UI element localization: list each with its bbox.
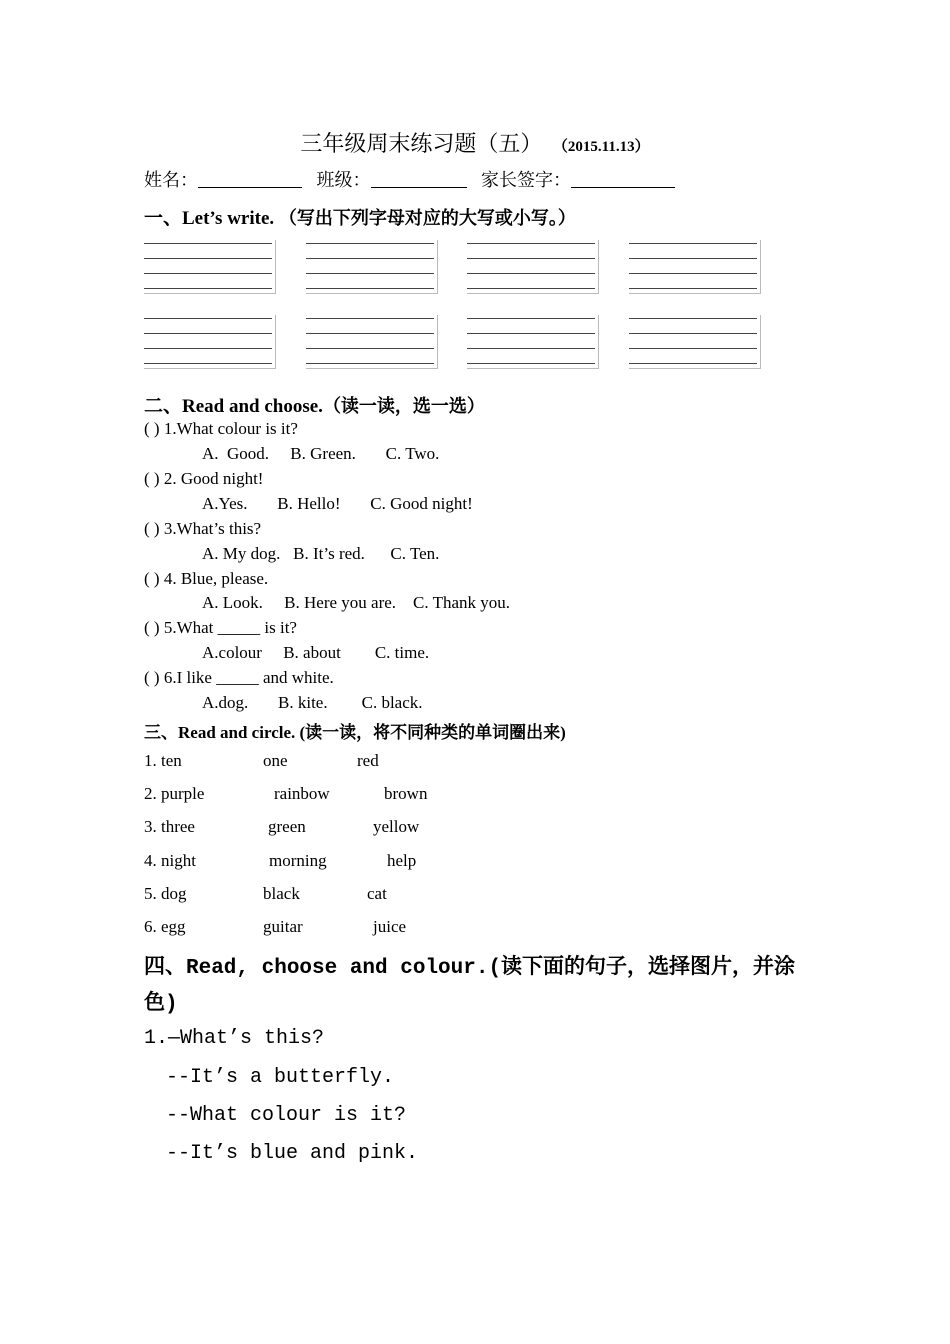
question-options: A.colour B. about C. time. [202,643,430,662]
writing-lines-box[interactable] [306,240,438,294]
word-item[interactable]: yellow [373,817,420,836]
section2-instruction: （读一读，选一选） [322,396,485,416]
question-stem: ( ) 5.What _____ is it? [144,618,297,637]
section1-heading [144,203,576,230]
question-stem: ( ) 1.What colour is it? [144,419,298,438]
parent-signature-blank[interactable] [571,171,675,188]
dialogue-line: 1.—What’s this? [144,1027,325,1050]
word-item[interactable]: cat [367,884,387,903]
dialogue-line: --What colour is it? [166,1104,407,1127]
writing-lines-box[interactable] [467,240,599,294]
word-item[interactable]: morning [269,851,327,870]
word-item[interactable]: 6. egg [144,917,186,936]
section2-heading [144,391,485,418]
student-info-line [144,166,685,192]
section3-heading [144,718,566,743]
writing-lines-box[interactable] [306,315,438,369]
question-options: A.Yes. B. Hello! C. Good night! [202,494,473,513]
question-stem: ( ) 3.What’s this? [144,519,262,538]
class-label: 班级： [316,170,371,190]
page-title [0,127,950,158]
name-blank[interactable] [198,171,302,188]
word-item[interactable]: 4. night [144,851,196,870]
name-label: 姓名： [144,170,198,190]
word-item[interactable]: help [387,851,417,870]
question-stem: ( ) 6.I like _____ and white. [144,668,334,687]
writing-lines-box[interactable] [467,315,599,369]
section1-instruction: （写出下列字母对应的大写或小写。） [278,208,576,228]
word-item[interactable]: 2. purple [144,784,205,803]
word-item[interactable]: rainbow [274,784,330,803]
question-options: A. Look. B. Here you are. C. Thank you. [202,593,510,612]
word-item[interactable]: 1. ten [144,751,182,770]
question-stem: ( ) 4. Blue, please. [144,569,269,588]
word-item[interactable]: guitar [263,917,303,936]
section2-title: 二、Read and choose. [144,396,323,417]
word-item[interactable]: juice [373,917,407,936]
word-item[interactable]: black [263,884,300,903]
question-options: A. Good. B. Green. C. Two. [202,444,440,463]
question-stem: ( ) 2. Good night! [144,469,264,488]
word-item[interactable]: red [357,751,379,770]
section1-title: 一、Let’s write. [144,208,275,229]
writing-lines-box[interactable] [144,240,276,294]
word-item[interactable]: 3. three [144,817,195,836]
word-item[interactable]: brown [384,784,428,803]
class-blank[interactable] [371,171,467,188]
title-date: （2015.11.13） [560,139,650,155]
question-options: A.dog. B. kite. C. black. [202,693,423,712]
writing-lines-box[interactable] [144,315,276,369]
section3-title: 三、Read and circle. [144,723,296,742]
title-text: 三年级周末练习题（五） [300,131,543,156]
word-item[interactable]: green [268,817,306,836]
question-options: A. My dog. B. It’s red. C. Ten. [202,544,440,563]
writing-lines-box[interactable] [629,315,761,369]
word-item[interactable]: one [263,751,288,770]
parent-signature-label: 家长签字： [481,170,571,190]
section3-instruction: (读一读，将不同种类的单词圈出来) [299,723,566,742]
dialogue-line: --It’s blue and pink. [166,1142,419,1165]
section4-heading-line1: 四、Read, choose and colour.(读下面的句子，选择图片，并涂 [144,957,796,980]
dialogue-line: --It’s a butterfly. [166,1066,395,1089]
writing-lines-box[interactable] [629,240,761,294]
section4-heading-line2: 色) [144,993,178,1016]
word-item[interactable]: 5. dog [144,884,187,903]
